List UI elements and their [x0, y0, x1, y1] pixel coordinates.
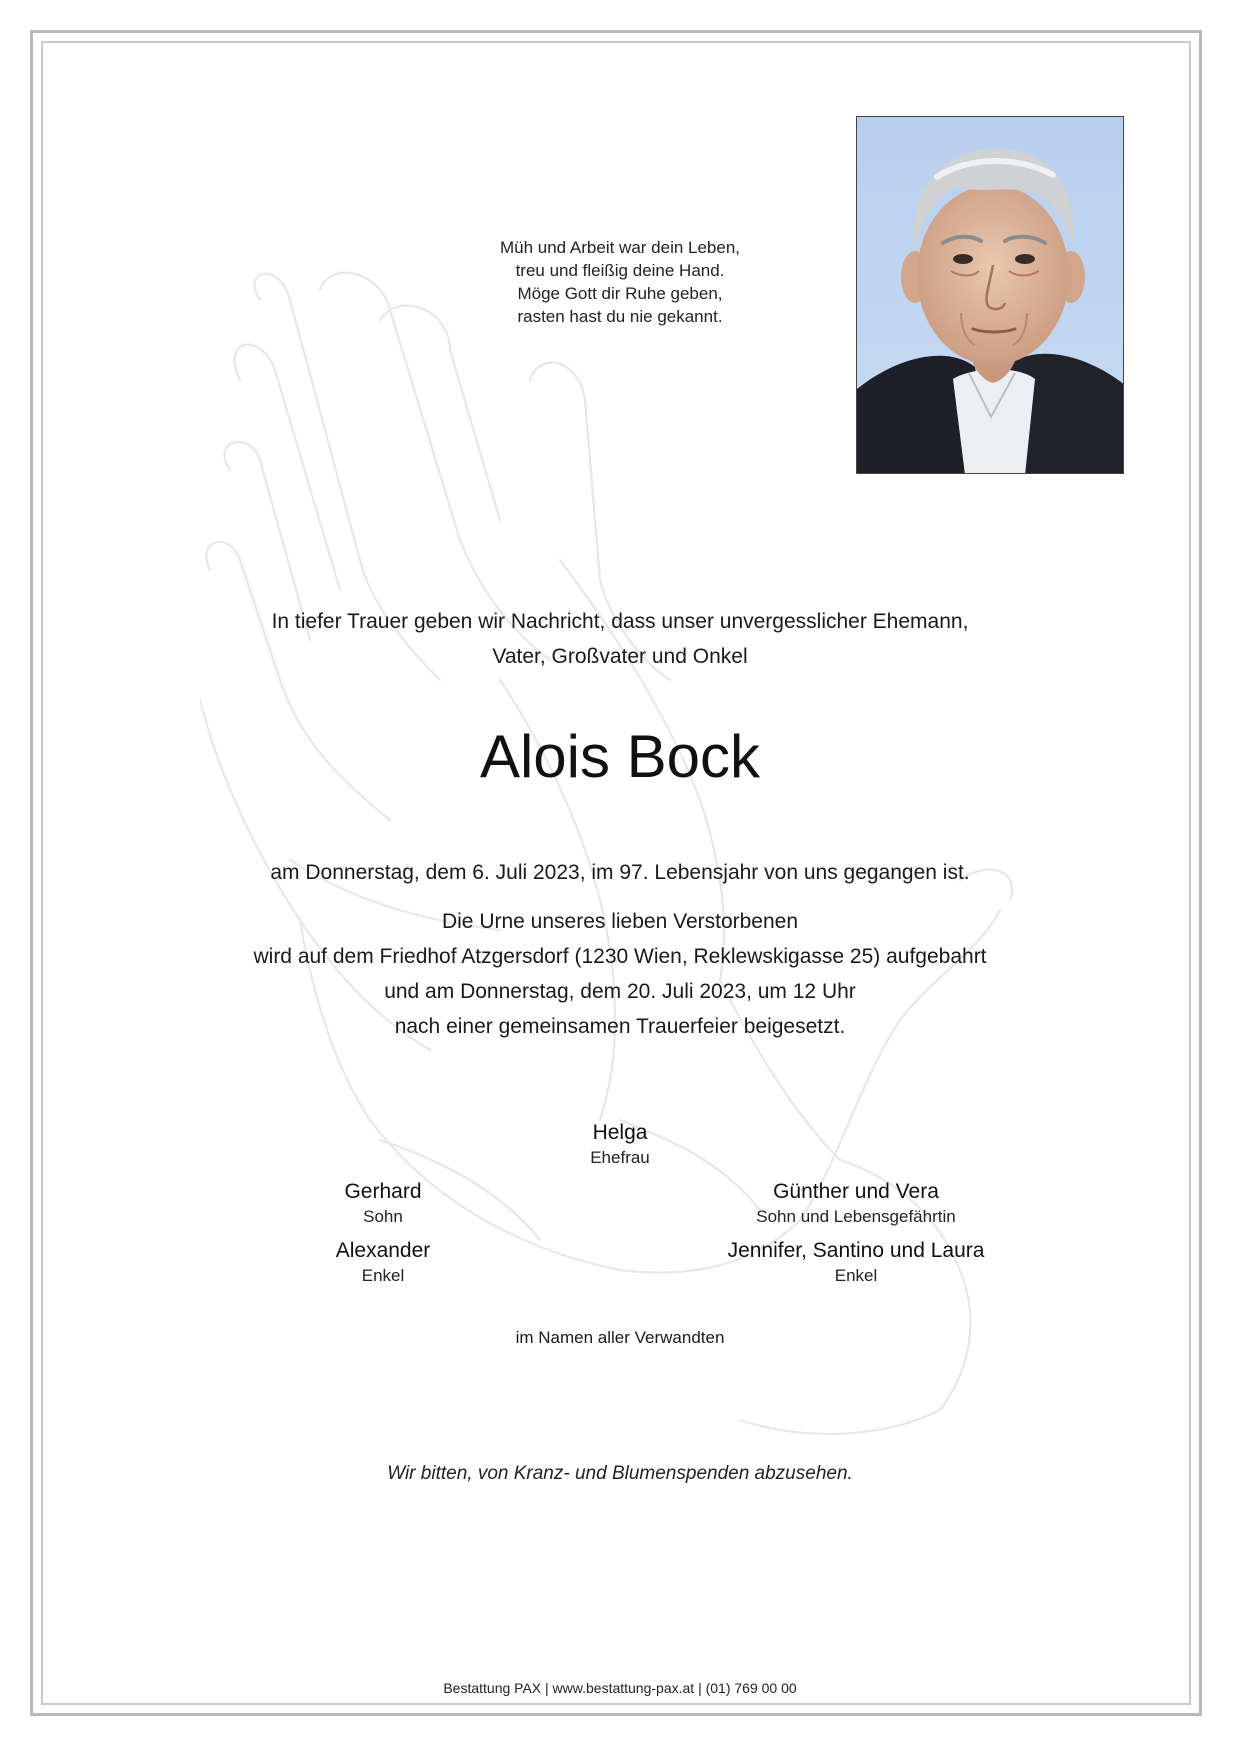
- deceased-name: Alois Bock: [479, 723, 761, 790]
- portrait-photo: [856, 116, 1124, 474]
- mourner-left-2: [173, 1237, 593, 1287]
- mourner-name: Alexander: [335, 1239, 431, 1262]
- poem-line: treu und fleißig deine Hand.: [515, 261, 725, 280]
- poem-line: rasten hast du nie gekannt.: [517, 307, 723, 326]
- mourner-name: Günther und Vera: [773, 1180, 939, 1203]
- mourner-name: Jennifer, Santino und Laura: [727, 1239, 985, 1262]
- passing-date-text: am Donnerstag, dem 6. Juli 2023, im 97. Lebensjahr von uns gegangen ist.: [270, 861, 970, 884]
- funeral-details: [140, 904, 1100, 1044]
- funeral-line: und am Donnerstag, dem 20. Juli 2023, um 12 Uhr: [384, 980, 856, 1003]
- funeral-line: wird auf dem Friedhof Atzgersdorf (1230 Wien, Reklewskigasse 25) aufgebahrt: [253, 945, 987, 968]
- mourner-relation: Sohn: [363, 1207, 403, 1226]
- mourner-relation: Enkel: [834, 1266, 878, 1285]
- funeral-line: Die Urne unseres lieben Verstorbenen: [441, 910, 799, 933]
- memorial-poem: [400, 236, 840, 328]
- donation-request: Wir bitten, von Kranz- und Blumenspenden abzusehen.: [387, 1463, 853, 1484]
- mourner-right-1: [646, 1178, 1066, 1228]
- funeral-home-footer: Bestattung PAX | www.bestattung-pax.at | (01) 769 00 00: [443, 1680, 797, 1696]
- announcement-intro: [140, 604, 1100, 674]
- funeral-line: nach einer gemeinsamen Trauerfeier beigesetzt.: [394, 1015, 846, 1038]
- closing-signature: im Namen aller Verwandten: [515, 1328, 725, 1347]
- mourner-name: Helga: [592, 1121, 648, 1144]
- poem-line: Möge Gott dir Ruhe geben,: [517, 284, 723, 303]
- mourner-name: Gerhard: [344, 1180, 422, 1203]
- mourner-relation: Ehefrau: [590, 1148, 650, 1167]
- mourner-left-1: [173, 1178, 593, 1228]
- mourner-relation: Sohn und Lebensgefährtin: [756, 1207, 956, 1226]
- poem-line: Müh und Arbeit war dein Leben,: [499, 238, 741, 257]
- mourner-spouse: [410, 1119, 830, 1169]
- mourner-relation: Enkel: [361, 1266, 405, 1285]
- intro-line: Vater, Großvater und Onkel: [492, 645, 748, 668]
- intro-line: In tiefer Trauer geben wir Nachricht, dass unser unvergesslicher Ehemann,: [271, 610, 969, 633]
- mourner-right-2: [646, 1237, 1066, 1287]
